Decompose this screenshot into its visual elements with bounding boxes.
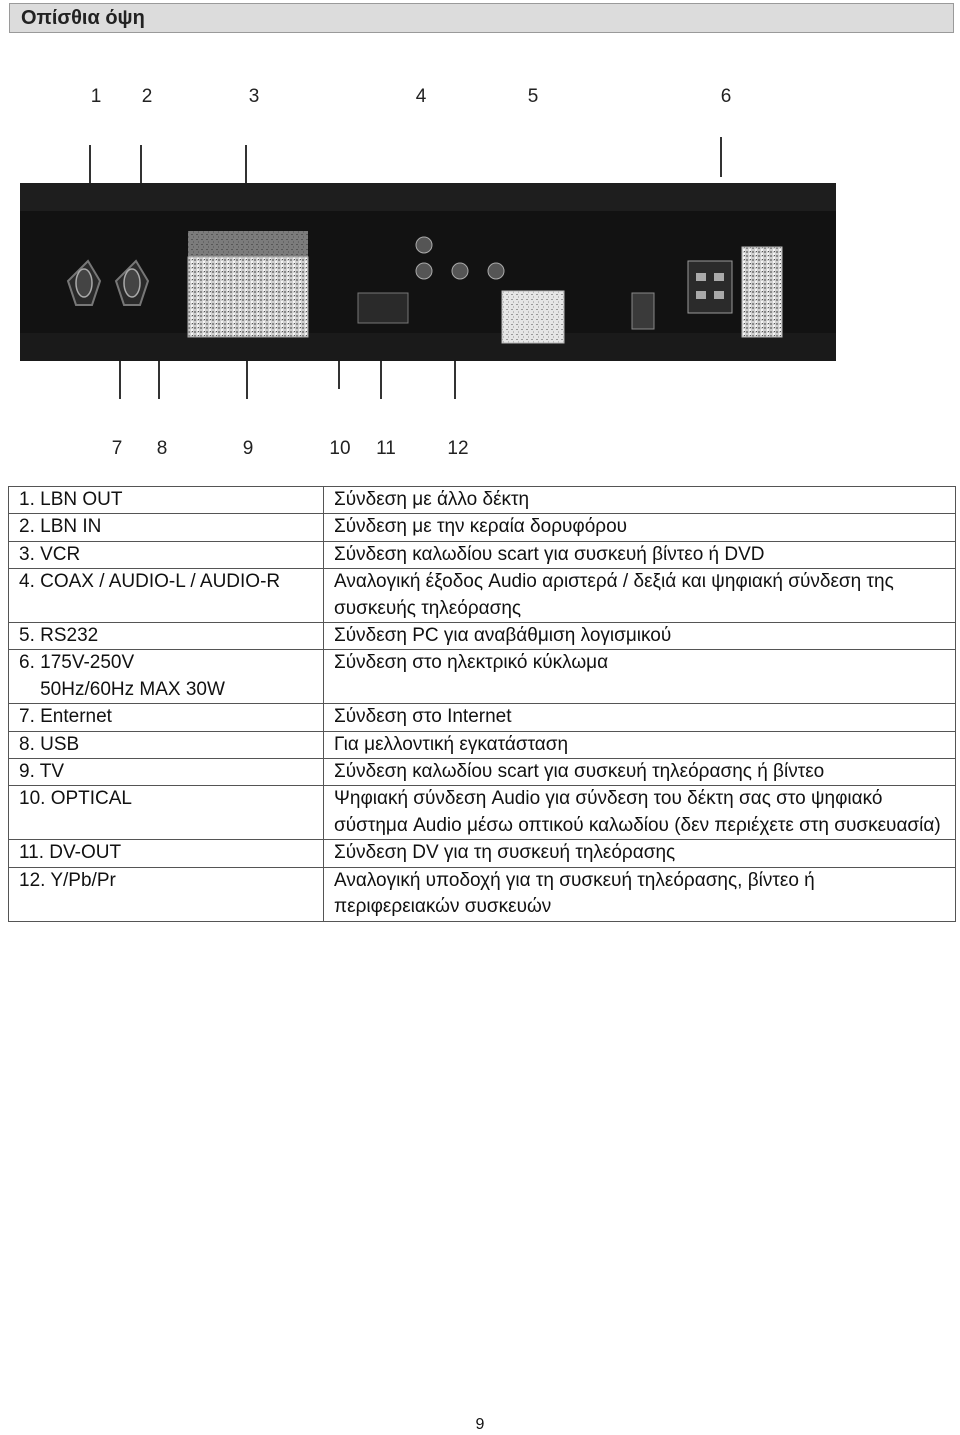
section-header [9,3,954,33]
connector-name: 8. USB [9,731,324,758]
table-row [9,759,956,786]
table-row [9,541,956,568]
connector-description: Σύνδεση καλωδίου scart για συσκευή τηλεόρασης ή βίντεο [324,759,956,786]
callout-9: 9 [242,438,254,459]
leader-line-10 [338,361,340,389]
table-row [9,704,956,731]
table-row [9,650,956,704]
connector-name: 2. LBN IN [9,514,324,541]
callout-10: 10 [329,438,351,459]
table-row [9,731,956,758]
connector-description: Σύνδεση DV για τη συσκευή τηλεόρασης [324,840,956,867]
connector-description: Σύνδεση στο ηλεκτρικό κύκλωμα [324,650,956,704]
callout-8: 8 [156,438,168,459]
connector-description: Αναλογική υποδοχή για τη συσκευή τηλεόρασης, βίντεο ή περιφερειακών συσκευών [324,867,956,921]
callout-1: 1 [90,86,102,107]
connector-name: 12. Y/Pb/Pr [9,867,324,921]
table-row [9,867,956,921]
connector-name: 4. COAX / AUDIO-L / AUDIO-R [9,569,324,623]
rear-panel-image [20,183,836,361]
label-plate-icon [742,247,782,337]
connector-name: 3. VCR [9,541,324,568]
callout-6: 6 [720,86,732,107]
vcr-scart-icon [188,257,308,337]
connector-name: 5. RS232 [9,623,324,650]
connector-name: 7. Enternet [9,704,324,731]
connector-name: 6. 175V-250V 50Hz/60Hz MAX 30W [9,650,324,704]
connector-legend-table [8,486,956,922]
callout-4: 4 [415,86,427,107]
leader-line-7 [119,361,121,399]
connector-name: 1. LBN OUT [9,487,324,514]
leader-line-12 [454,361,456,399]
table-row [9,487,956,514]
connector-name: 10. OPTICAL [9,786,324,840]
leader-line-3 [245,145,247,183]
leader-line-9 [246,361,248,399]
connector-description: Ψηφιακή σύνδεση Audio για σύνδεση του δέκτη σας στο ψηφιακό σύστημα Audio μέσω οπτικού καλωδίου (δεν περιέχετε στη συσκευασία) [324,786,956,840]
table-row [9,569,956,623]
page-number: 9 [475,1416,485,1433]
callout-2: 2 [141,86,153,107]
connector-description: Για μελλοντική εγκατάσταση [324,731,956,758]
callout-12: 12 [447,438,469,459]
leader-line-6 [720,137,722,177]
table-row [9,514,956,541]
leader-line-8 [158,361,160,399]
ethernet-port-icon [358,293,408,323]
connector-name: 11. DV-OUT [9,840,324,867]
section-title: Οπίσθια όψη [21,7,145,29]
connector-description: Αναλογική έξοδος Audio αριστερά / δεξιά και ψηφιακή σύνδεση της συσκευής τηλεόρασης [324,569,956,623]
connector-name: 9. TV [9,759,324,786]
leader-line-2 [140,145,142,183]
callout-5: 5 [527,86,539,107]
connector-description: Σύνδεση καλωδίου scart για συσκευή βίντεο ή DVD [324,541,956,568]
rs232-port-icon [502,291,564,343]
connector-description: Σύνδεση στο Internet [324,704,956,731]
connector-description: Σύνδεση PC για αναβάθμιση λογισμικού [324,623,956,650]
callout-11: 11 [376,438,396,459]
connector-description: Σύνδεση με την κεραία δορυφόρου [324,514,956,541]
table-row [9,840,956,867]
callout-3: 3 [248,86,260,107]
optical-port-icon [632,293,654,329]
leader-line-1 [89,145,91,183]
leader-line-11 [380,361,382,399]
callout-7: 7 [111,438,123,459]
table-row [9,786,956,840]
power-connector-icon [688,261,732,313]
table-row [9,623,956,650]
connector-description: Σύνδεση με άλλο δέκτη [324,487,956,514]
